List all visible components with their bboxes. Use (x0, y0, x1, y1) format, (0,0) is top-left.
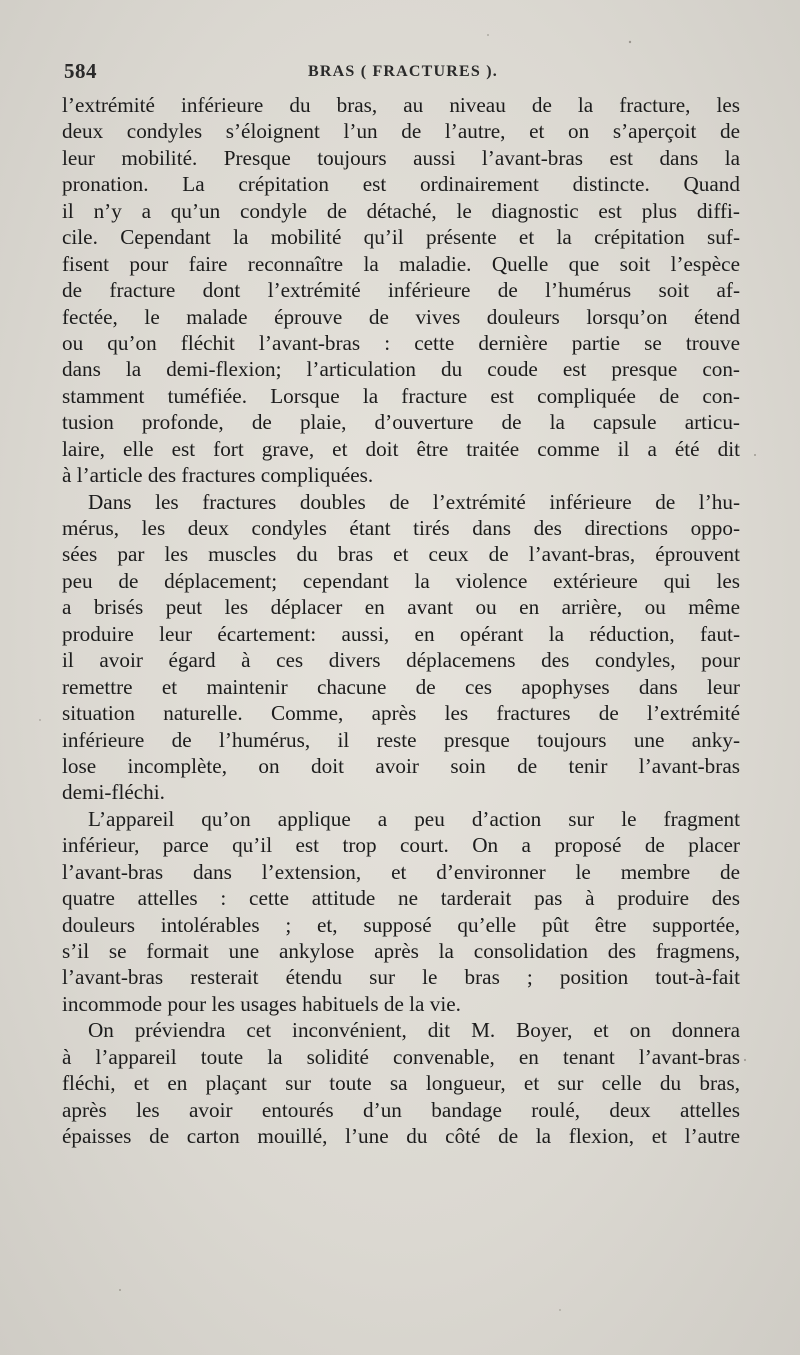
text-line: peu de déplacement; cependant la violence extérieure qui les (62, 568, 740, 593)
text-line: pronation. La crépitation est ordinairement distincte. Quand (62, 172, 740, 197)
text-line: fisent pour faire reconnaître la maladie. Quelle que soit l’espèce (62, 251, 740, 276)
text-line: il n’y a qu’un condyle de détaché, le diagnostic est plus diffi- (62, 198, 740, 223)
text-line: fléchi, et en plaçant sur toute sa longueur, et sur celle du bras, (62, 1071, 740, 1096)
page-header (64, 57, 742, 89)
text-line: s’il se formait une ankylose après la consolidation des fragmens, (62, 939, 740, 963)
text-line: douleurs intolérables ; et, supposé qu’elle pût être supportée, (62, 912, 740, 937)
text-line: après les avoir entourés d’un bandage roulé, deux attelles (62, 1097, 740, 1122)
text-line: Dans les fractures doubles de l’extrémité inférieure de l’hu- (88, 489, 740, 514)
text-line: il avoir égard à ces divers déplacemens des condyles, pour (62, 648, 740, 673)
text-line: On préviendra cet inconvénient, dit M. Boyer, et on donnera (88, 1018, 740, 1043)
text-line: cile. Cependant la mobilité qu’il présente et la crépitation suf- (62, 225, 740, 250)
text-line: inférieur, parce qu’il est trop court. On a proposé de placer (62, 833, 740, 858)
text-line: l’avant-bras resterait étendu sur le bras ; position tout-à-fait (62, 965, 740, 990)
text-line: L’appareil qu’on applique a peu d’action sur le fragment (88, 806, 740, 831)
text-line: de fracture dont l’extrémité inférieure de l’humérus soit af- (62, 278, 740, 303)
text-line: ou qu’on fléchit l’avant-bras : cette dernière partie se trouve (62, 330, 740, 355)
page-number: 584 (64, 59, 97, 83)
text-line: lose incomplète, on doit avoir soin de tenir l’avant-bras (62, 753, 740, 778)
text-line: mérus, les deux condyles étant tirés dans des directions oppo- (62, 516, 740, 540)
text-line: sées par les muscles du bras et ceux de l’avant-bras, éprouvent (62, 542, 740, 567)
text-line: fectée, le malade éprouve de vives douleurs lorsqu’on étend (62, 304, 740, 329)
text-line: demi-fléchi. (62, 780, 165, 805)
text-line: à l’article des fractures compliquées. (62, 463, 374, 488)
text-line: incommode pour les usages habituels de la vie. (62, 991, 461, 1016)
text-line: à l’appareil toute la solidité convenable, en tenant l’avant-bras (62, 1044, 740, 1069)
text-line: remettre et maintenir chacune de ces apophyses dans leur (62, 674, 740, 699)
text-line: l’avant-bras dans l’extension, et d’environner le membre de (62, 859, 740, 884)
text-line: stamment tuméfiée. Lorsque la fracture est compliquée de con- (62, 383, 740, 408)
paragraph (62, 489, 740, 806)
text-line: laire, elle est fort grave, et doit être traitée comme il a été dit (62, 436, 740, 461)
running-head: BRAS ( FRACTURES ). (308, 63, 498, 80)
body-text (62, 92, 740, 1150)
text-line: quatre attelles : cette attitude ne tarderait pas à produire des (62, 886, 740, 911)
text-line: produire leur écartement: aussi, en opérant la réduction, faut- (62, 621, 740, 646)
text-line: deux condyles s’éloignent l’un de l’autre, et on s’aperçoit de (62, 119, 740, 144)
paragraph (62, 92, 740, 489)
text-line: tusion profonde, de plaie, d’ouverture de la capsule articu- (62, 410, 740, 435)
text-line: a brisés peut les déplacer en avant ou en arrière, ou même (62, 595, 740, 620)
text-line: inférieure de l’humérus, il reste presque toujours une anky- (62, 727, 740, 752)
text-line: l’extrémité inférieure du bras, au niveau de la fracture, les (62, 93, 740, 117)
paragraph (62, 806, 740, 1018)
text-line: dans la demi-flexion; l’articulation du coude est presque con- (62, 357, 740, 382)
text-line: situation naturelle. Comme, après les fractures de l’extrémité (62, 701, 740, 726)
text-line: leur mobilité. Presque toujours aussi l’avant-bras est dans la (62, 145, 740, 170)
paragraph (62, 1017, 740, 1149)
text-line: épaisses de carton mouillé, l’une du côté de la flexion, et l’autre (62, 1124, 740, 1149)
